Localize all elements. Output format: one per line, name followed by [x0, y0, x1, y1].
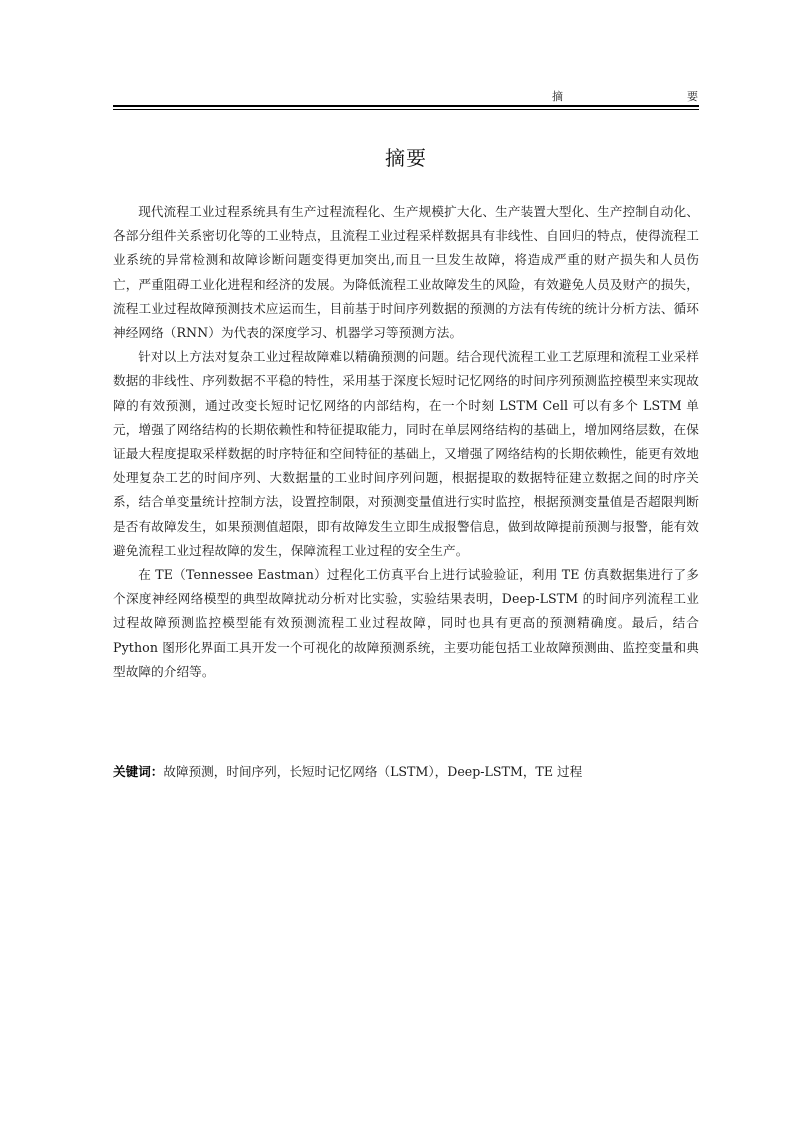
abstract-paragraph-2: 针对以上方法对复杂工业过程故障难以精确预测的问题。结合现代流程工业工艺原理和流程工业采样数据的非线性、序列数据不平稳的特性，采用基于深度长短时记忆网络的时间序列预测监控模型来实现故障的有效预测，通过改变长短时记忆网络的内部结构，在一个时刻 LSTM Cell 可以有多个 LSTM 单元，增强了网络结构的长期依赖性和特征提取能力，同时在单层网络结构的基础上，增加网络层数，在保证最大程度提取采样数据的时序特征和空间特征的基础上，又增强了网络结构的长期依赖性，能更有效地处理复杂工艺的时间序列、大数据量的工业时间序列问题，根据提取的数据特征建立数据之间的时序关系，结合单变量统计控制方法，设置控制限，对预测变量值进行实时监控，根据预测变量值是否超限判断是否有故障发生，如果预测值超限，即有故障发生立即生成报警信息，做到故障提前预测与报警，能有效避免流程工业过程故障的发生，保障流程工业过程的安全生产。 [113, 349, 699, 558]
abstract-paragraph-3: 在 TE（Tennessee Eastman）过程化工仿真平台上进行试验验证，利用 TE 仿真数据集进行了多个深度神经网络模型的典型故障扰动分析对比实验，实验结果表明，Deep-LSTM 的时间序列流程工业过程故障预测监控模型能有效预测流程工业过程故障，同时也具有更高的预测精确度。最后，结合 Python 图形化界面工具开发一个可视化的故障预测系统，主要功能包括工业故障预测曲、监控变量和典型故障的介绍等。 [113, 567, 699, 679]
keywords-text: 故障预测，时间序列，长短时记忆网络（LSTM），Deep-LSTM，TE 过程 [163, 764, 583, 779]
running-header-left: 摘 [552, 90, 563, 103]
running-header [113, 88, 699, 106]
page-title: 摘要 [385, 146, 427, 170]
abstract-body [113, 200, 699, 684]
keywords-label: 关键词： [113, 764, 164, 779]
running-header-right: 要 [687, 90, 698, 103]
keywords-line [113, 762, 699, 782]
header-rule-thin [113, 109, 699, 110]
abstract-paragraph-1: 现代流程工业过程系统具有生产过程流程化、生产规模扩大化、生产装置大型化、生产控制自动化、各部分组件关系密切化等的工业特点，且流程工业过程采样数据具有非线性、自回归的特点，使得流程工业系统的异常检测和故障诊断问题变得更加突出,而且一旦发生故障，将造成严重的财产损失和人员伤亡，严重阻碍工业化进程和经济的发展。为降低流程工业故障发生的风险，有效避免人员及财产的损失，流程工业过程故障预测技术应运而生，目前基于时间序列数据的预测的方法有传统的统计分析方法、循环神经网络（RNN）为代表的深度学习、机器学习等预测方法。 [113, 204, 699, 341]
header-rule-thick [113, 105, 699, 107]
